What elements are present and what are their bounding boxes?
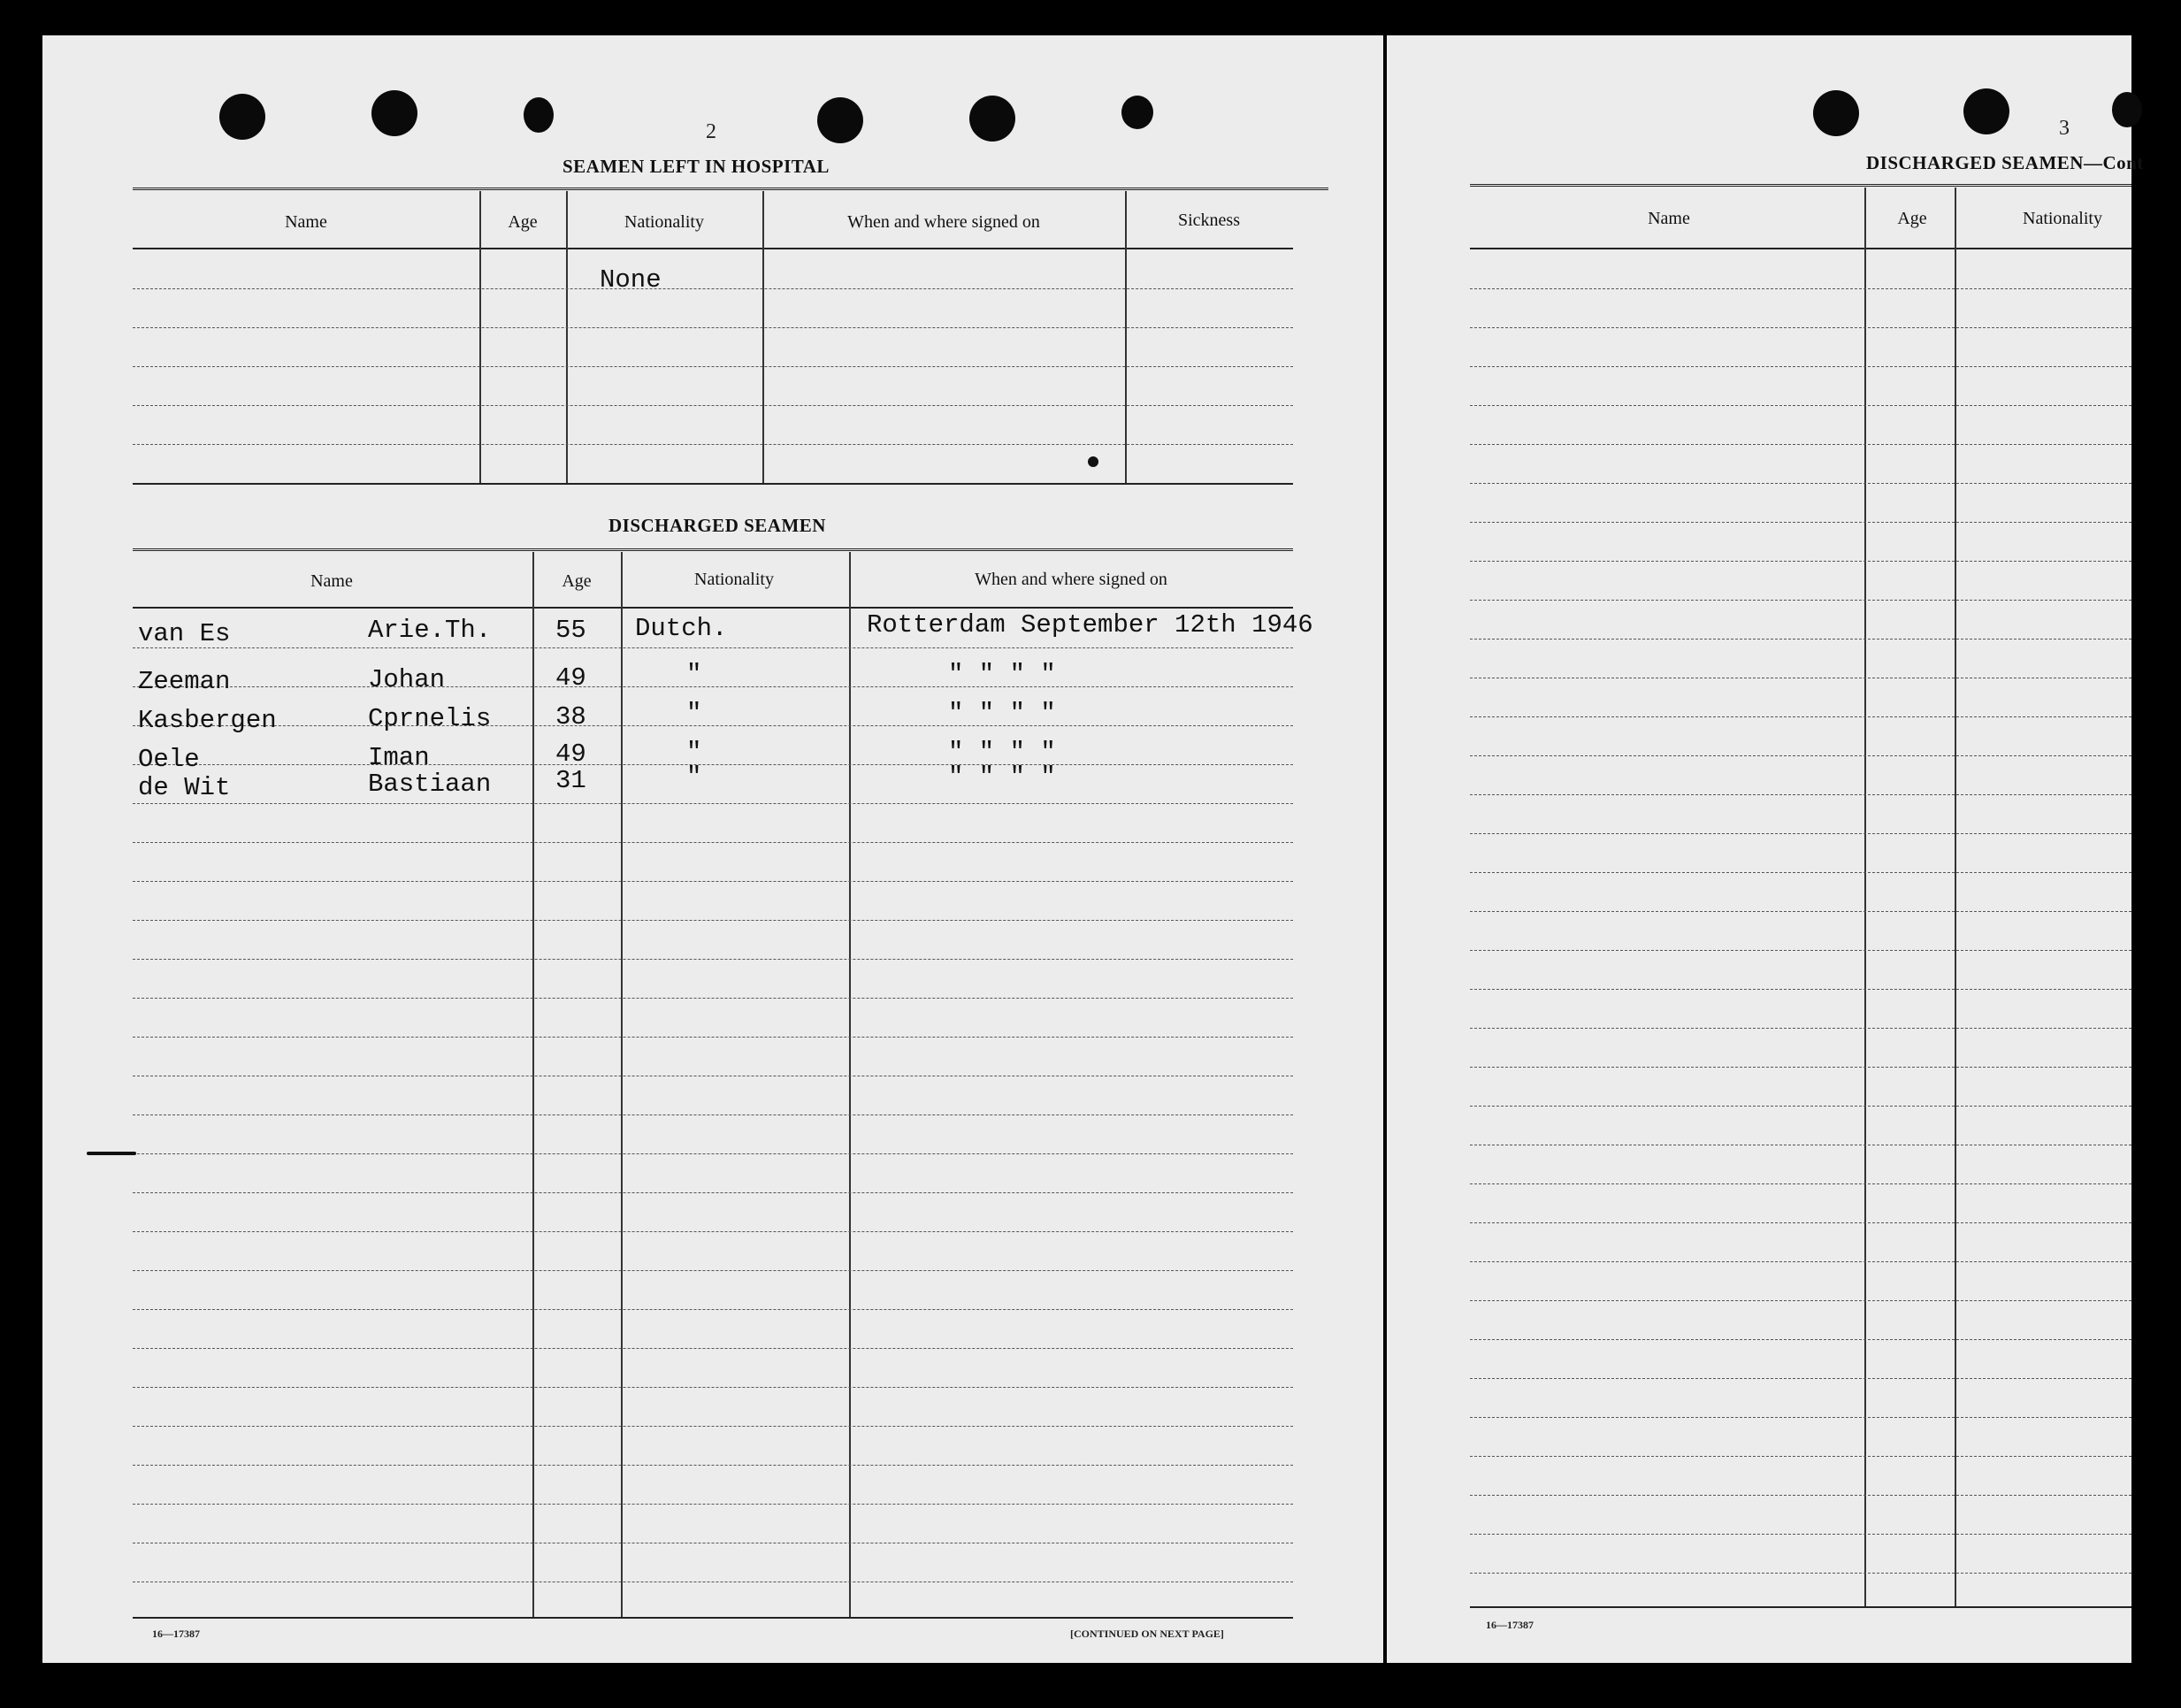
row-line [133, 1348, 1293, 1349]
row-given: Arie.Th. [368, 616, 492, 645]
row-given: Johan [368, 665, 446, 694]
row-signed: " " " " [948, 660, 1056, 689]
row-line [133, 686, 1293, 687]
punch-hole [1121, 96, 1153, 129]
page-number: 3 [2059, 117, 2070, 140]
row-age: 49 [555, 663, 586, 693]
row-surname: Kasbergen [138, 706, 277, 735]
row-surname: Zeeman [138, 667, 231, 696]
row-line [133, 1504, 1293, 1505]
row-line [133, 959, 1293, 960]
continued-note: [CONTINUED ON NEXT PAGE] [1070, 1628, 1224, 1640]
table-rule [133, 548, 1293, 551]
row-line [133, 881, 1293, 882]
row-line [133, 725, 1293, 726]
punch-hole [219, 94, 265, 140]
row-surname: de Wit [138, 773, 231, 802]
row-line [133, 1270, 1293, 1271]
column-line [1955, 188, 1956, 1606]
hospital-title: SEAMEN LEFT IN HOSPITAL [562, 156, 830, 177]
row-line [1470, 989, 2131, 990]
header-rule [133, 607, 1293, 609]
left-page [42, 35, 1383, 1663]
row-line [1470, 1067, 2131, 1068]
row-line [1470, 522, 2131, 523]
row-line [1470, 911, 2131, 912]
row-age: 38 [555, 702, 586, 731]
row-line [1470, 1378, 2131, 1379]
row-line [1470, 600, 2131, 601]
right-page [1387, 35, 2144, 1663]
row-surname: van Es [138, 619, 231, 648]
punch-hole [1963, 88, 2009, 134]
punch-hole [969, 96, 1015, 142]
continued-title: DISCHARGED SEAMEN—Cont [1866, 152, 2144, 173]
row-line [133, 1465, 1293, 1466]
row-line [133, 1426, 1293, 1427]
row-line [1470, 872, 2131, 873]
row-line [1470, 794, 2131, 795]
row-line [133, 998, 1293, 999]
header-rule [1470, 248, 2131, 249]
row-line [133, 1192, 1293, 1193]
row-signed: " " " " [948, 738, 1056, 767]
row-nationality: " [686, 762, 702, 792]
row-signed: Rotterdam September 12th 1946 [867, 610, 1313, 640]
row-line [1470, 1261, 2131, 1262]
header-name: Name [1648, 209, 1690, 228]
row-line [1470, 1534, 2131, 1535]
header-rule [133, 248, 1293, 249]
row-line [1470, 1456, 2131, 1457]
hospital-header-nationality: Nationality [624, 212, 704, 232]
row-line [133, 405, 1293, 406]
row-line [133, 366, 1293, 367]
column-line [1125, 191, 1127, 483]
row-line [1470, 366, 2131, 367]
row-line [1470, 755, 2131, 756]
table-rule [1470, 184, 2131, 187]
header-age: Age [1897, 209, 1927, 228]
row-line [1470, 1495, 2131, 1496]
row-given: Iman [368, 743, 430, 772]
punch-hole [1813, 90, 1859, 136]
page-number: 2 [706, 120, 716, 143]
row-line [133, 647, 1293, 648]
table-rule [133, 188, 1328, 190]
ink-dot [1088, 456, 1098, 467]
hospital-header-age: Age [508, 212, 538, 232]
hospital-header-signed: When and where signed on [847, 212, 1040, 232]
row-line [1470, 444, 2131, 445]
form-number: 16—17387 [1486, 1619, 1534, 1631]
header-nationality: Nationality [2023, 209, 2102, 228]
row-line [133, 444, 1293, 445]
hospital-header-sickness: Sickness [1178, 211, 1240, 230]
table-bottom-rule [133, 1617, 1293, 1619]
row-line [133, 764, 1293, 765]
row-nationality: " [686, 699, 702, 728]
row-line [133, 1387, 1293, 1388]
row-line [1470, 1300, 2131, 1301]
row-line [133, 1037, 1293, 1038]
row-age: 55 [555, 616, 586, 645]
row-nationality: " [686, 738, 702, 767]
row-age: 49 [555, 739, 586, 769]
punch-hole [2112, 92, 2142, 127]
row-nationality: Dutch. [635, 614, 728, 643]
discharged-header-name: Name [310, 571, 353, 591]
row-line [133, 1153, 1293, 1154]
row-line [1470, 833, 2131, 834]
punch-hole [524, 97, 554, 133]
row-line [1470, 639, 2131, 640]
column-line [566, 191, 568, 483]
row-given: Cprnelis [368, 704, 492, 733]
row-line [1470, 1222, 2131, 1223]
column-line [849, 552, 851, 1617]
column-line [1864, 188, 1866, 1606]
row-line [133, 803, 1293, 804]
row-line [1470, 1106, 2131, 1107]
row-line [1470, 1417, 2131, 1418]
row-line [1470, 288, 2131, 289]
row-line [1470, 1028, 2131, 1029]
hospital-none-entry: None [600, 265, 662, 295]
row-signed: " " " " [948, 762, 1056, 792]
ink-mark [87, 1152, 136, 1155]
discharged-header-nationality: Nationality [694, 570, 774, 589]
table-bottom-rule [1470, 1606, 2131, 1608]
column-line [621, 552, 623, 1617]
punch-hole [817, 97, 863, 143]
form-number: 16—17387 [152, 1628, 200, 1640]
row-line [133, 1231, 1293, 1232]
column-line [479, 191, 481, 483]
row-line [133, 842, 1293, 843]
punch-hole [371, 90, 417, 136]
table-bottom-rule [133, 483, 1293, 485]
row-line [1470, 561, 2131, 562]
row-line [133, 1309, 1293, 1310]
row-line [133, 288, 1293, 289]
row-signed: " " " " [948, 699, 1056, 728]
row-line [1470, 327, 2131, 328]
discharged-title: DISCHARGED SEAMEN [608, 515, 826, 536]
row-line [133, 920, 1293, 921]
row-nationality: " [686, 660, 702, 689]
row-line [1470, 1339, 2131, 1340]
row-line [1470, 1183, 2131, 1184]
column-line [532, 552, 534, 1617]
row-line [1470, 716, 2131, 717]
hospital-header-name: Name [285, 212, 327, 232]
row-surname: Oele [138, 745, 200, 774]
row-line [1470, 483, 2131, 484]
row-line [133, 1114, 1293, 1115]
discharged-header-age: Age [562, 571, 592, 591]
column-line [762, 191, 764, 483]
discharged-header-signed: When and where signed on [975, 570, 1167, 589]
row-line [1470, 1573, 2131, 1574]
row-line [133, 327, 1293, 328]
row-age: 31 [555, 766, 586, 795]
row-line [1470, 950, 2131, 951]
row-line [1470, 405, 2131, 406]
row-given: Bastiaan [368, 770, 492, 799]
